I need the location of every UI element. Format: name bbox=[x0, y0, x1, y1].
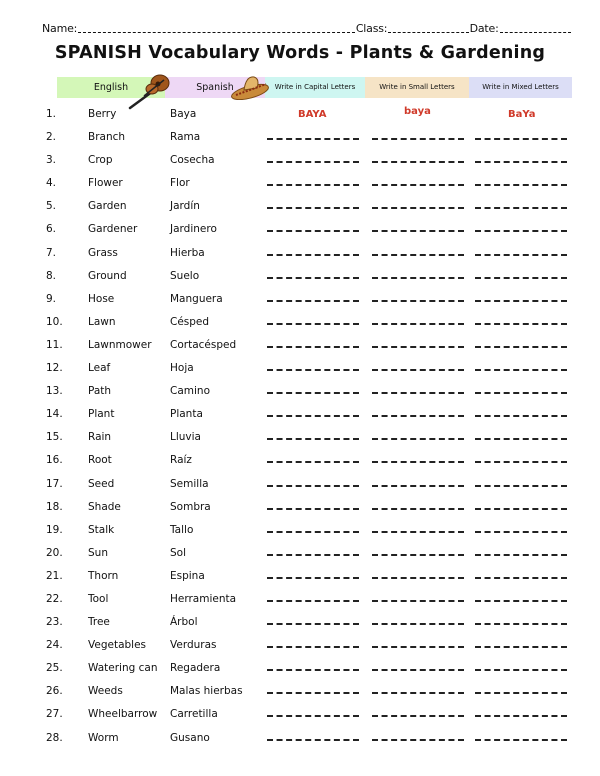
english-word: Rain bbox=[88, 431, 112, 444]
word-number: 10. bbox=[46, 315, 63, 328]
english-word: Leaf bbox=[88, 362, 111, 375]
spanish-word: Cosecha bbox=[170, 154, 215, 167]
english-word: Ground bbox=[88, 269, 127, 282]
small-answer-blank[interactable] bbox=[372, 623, 464, 625]
english-word: Tool bbox=[88, 592, 109, 605]
word-number: 15. bbox=[46, 431, 63, 444]
english-word: Path bbox=[88, 385, 112, 398]
word-row bbox=[0, 290, 600, 313]
spanish-word: Malas hierbas bbox=[170, 685, 243, 698]
word-row bbox=[0, 521, 600, 544]
small-answer-blank[interactable] bbox=[372, 438, 464, 440]
spanish-word: Carretilla bbox=[170, 708, 218, 721]
word-number: 22. bbox=[46, 592, 63, 605]
capital-answer-blank[interactable] bbox=[267, 415, 359, 417]
english-word: Crop bbox=[88, 154, 113, 167]
word-row bbox=[0, 151, 600, 174]
english-word: Worm bbox=[88, 731, 119, 744]
mixed-answer-blank[interactable] bbox=[475, 600, 567, 602]
word-row bbox=[0, 567, 600, 590]
spanish-word: Baya bbox=[170, 108, 197, 120]
mixed-answer-blank[interactable] bbox=[475, 646, 567, 648]
date-label: Date: bbox=[469, 22, 499, 35]
capital-answer-blank[interactable] bbox=[267, 739, 359, 741]
english-word: Flower bbox=[88, 177, 123, 190]
capital-answer-blank[interactable] bbox=[267, 207, 359, 209]
english-word: Thorn bbox=[88, 569, 119, 582]
word-row bbox=[0, 128, 600, 151]
mixed-answer-blank[interactable] bbox=[475, 438, 567, 440]
small-answer-blank[interactable] bbox=[372, 415, 464, 417]
word-number: 6. bbox=[46, 223, 57, 236]
capital-answer-blank[interactable] bbox=[267, 577, 359, 579]
small-answer-blank[interactable] bbox=[372, 577, 464, 579]
spanish-word: Manguera bbox=[170, 292, 223, 305]
capital-answer-blank[interactable] bbox=[267, 508, 359, 510]
spanish-word: Tallo bbox=[170, 523, 194, 536]
page-title: SPANISH Vocabulary Words - Plants & Gardening bbox=[54, 43, 546, 63]
word-row bbox=[0, 590, 600, 613]
word-row bbox=[0, 405, 600, 428]
word-number: 12. bbox=[46, 362, 63, 375]
capital-answer-blank[interactable] bbox=[267, 346, 359, 348]
word-number: 2. bbox=[46, 131, 57, 144]
header-english: English bbox=[57, 77, 165, 98]
english-word: Lawn bbox=[88, 315, 116, 328]
small-answer-blank[interactable] bbox=[372, 531, 464, 533]
spanish-word: Jardinero bbox=[170, 223, 217, 236]
word-number: 28. bbox=[46, 731, 63, 744]
small-answer-blank[interactable] bbox=[372, 138, 464, 140]
word-row bbox=[0, 659, 600, 682]
small-answer-blank[interactable] bbox=[372, 207, 464, 209]
word-row bbox=[0, 428, 600, 451]
small-answer-blank[interactable] bbox=[372, 600, 464, 602]
english-word: Watering can bbox=[88, 662, 158, 675]
english-word: Grass bbox=[88, 246, 118, 259]
spanish-word: Césped bbox=[170, 315, 210, 328]
small-answer-blank[interactable] bbox=[372, 461, 464, 463]
small-answer-blank[interactable] bbox=[372, 323, 464, 325]
english-word: Root bbox=[88, 454, 112, 467]
date-field[interactable] bbox=[500, 22, 571, 33]
mixed-answer-blank[interactable] bbox=[475, 300, 567, 302]
class-field[interactable] bbox=[388, 22, 468, 33]
small-answer-blank[interactable] bbox=[372, 392, 464, 394]
capital-answer-blank[interactable] bbox=[267, 323, 359, 325]
spanish-word: Sol bbox=[170, 546, 187, 559]
example-capital: BAYA bbox=[298, 109, 327, 120]
word-row bbox=[0, 336, 600, 359]
word-row bbox=[0, 475, 600, 498]
capital-answer-blank[interactable] bbox=[267, 254, 359, 256]
capital-answer-blank[interactable] bbox=[267, 531, 359, 533]
capital-answer-blank[interactable] bbox=[267, 669, 359, 671]
capital-answer-blank[interactable] bbox=[267, 692, 359, 694]
english-word: Lawnmower bbox=[88, 338, 152, 351]
mixed-answer-blank[interactable] bbox=[475, 184, 567, 186]
spanish-word: Camino bbox=[170, 385, 210, 398]
mixed-answer-blank[interactable] bbox=[475, 739, 567, 741]
mixed-answer-blank[interactable] bbox=[475, 577, 567, 579]
spanish-word: Flor bbox=[170, 177, 190, 190]
example-small: baya bbox=[404, 106, 431, 117]
word-row bbox=[0, 359, 600, 382]
word-row bbox=[0, 729, 600, 752]
mixed-answer-blank[interactable] bbox=[475, 138, 567, 140]
word-number: 8. bbox=[46, 269, 57, 282]
small-answer-blank[interactable] bbox=[372, 369, 464, 371]
word-row bbox=[0, 174, 600, 197]
spanish-word: Raíz bbox=[170, 454, 192, 467]
word-number: 16. bbox=[46, 454, 63, 467]
small-answer-blank[interactable] bbox=[372, 554, 464, 556]
mixed-answer-blank[interactable] bbox=[475, 254, 567, 256]
english-word: Gardener bbox=[88, 223, 138, 236]
mixed-answer-blank[interactable] bbox=[475, 623, 567, 625]
mixed-answer-blank[interactable] bbox=[475, 531, 567, 533]
mixed-answer-blank[interactable] bbox=[475, 207, 567, 209]
spanish-word: Espina bbox=[170, 569, 205, 582]
capital-answer-blank[interactable] bbox=[267, 623, 359, 625]
english-word: Wheelbarrow bbox=[88, 708, 158, 721]
spanish-word: Gusano bbox=[170, 731, 210, 744]
word-number: 27. bbox=[46, 708, 63, 721]
capital-answer-blank[interactable] bbox=[267, 715, 359, 717]
word-number: 18. bbox=[46, 500, 63, 513]
mixed-answer-blank[interactable] bbox=[475, 230, 567, 232]
spanish-word: Suelo bbox=[170, 269, 200, 282]
word-row bbox=[0, 705, 600, 728]
mixed-answer-blank[interactable] bbox=[475, 669, 567, 671]
small-answer-blank[interactable] bbox=[372, 184, 464, 186]
word-number: 9. bbox=[46, 292, 57, 305]
mixed-answer-blank[interactable] bbox=[475, 461, 567, 463]
english-word: Weeds bbox=[88, 685, 123, 698]
capital-answer-blank[interactable] bbox=[267, 461, 359, 463]
word-row bbox=[0, 498, 600, 521]
small-answer-blank[interactable] bbox=[372, 254, 464, 256]
english-word: Garden bbox=[88, 200, 127, 213]
small-answer-blank[interactable] bbox=[372, 715, 464, 717]
capital-answer-blank[interactable] bbox=[267, 138, 359, 140]
capital-answer-blank[interactable] bbox=[267, 600, 359, 602]
capital-answer-blank[interactable] bbox=[267, 184, 359, 186]
capital-answer-blank[interactable] bbox=[267, 554, 359, 556]
word-number: 25. bbox=[46, 662, 63, 675]
word-number: 1. bbox=[46, 108, 57, 120]
word-number: 13. bbox=[46, 385, 63, 398]
mixed-answer-blank[interactable] bbox=[475, 277, 567, 279]
word-row bbox=[0, 451, 600, 474]
name-field[interactable] bbox=[78, 22, 355, 33]
spanish-word: Herramienta bbox=[170, 592, 237, 605]
mixed-answer-blank[interactable] bbox=[475, 323, 567, 325]
small-answer-blank[interactable] bbox=[372, 485, 464, 487]
capital-answer-blank[interactable] bbox=[267, 485, 359, 487]
mixed-answer-blank[interactable] bbox=[475, 369, 567, 371]
small-answer-blank[interactable] bbox=[372, 508, 464, 510]
sombrero-icon bbox=[230, 72, 270, 100]
spanish-word: Hoja bbox=[170, 362, 194, 375]
word-number: 14. bbox=[46, 408, 63, 421]
word-number: 11. bbox=[46, 338, 63, 351]
small-answer-blank[interactable] bbox=[372, 669, 464, 671]
word-number: 17. bbox=[46, 477, 63, 490]
english-word: Sun bbox=[88, 546, 108, 559]
word-row bbox=[0, 220, 600, 243]
word-row bbox=[0, 544, 600, 567]
spanish-word: Árbol bbox=[170, 616, 198, 629]
english-word: Hose bbox=[88, 292, 115, 305]
spanish-word: Rama bbox=[170, 131, 201, 144]
spanish-word: Cortacésped bbox=[170, 338, 237, 351]
header-spanish: Spanish bbox=[165, 77, 265, 98]
header-mixed: Write in Mixed Letters bbox=[469, 77, 572, 98]
english-word: Branch bbox=[88, 131, 126, 144]
capital-answer-blank[interactable] bbox=[267, 161, 359, 163]
word-row bbox=[0, 382, 600, 405]
spanish-word: Regadera bbox=[170, 662, 221, 675]
small-answer-blank[interactable] bbox=[372, 230, 464, 232]
capital-answer-blank[interactable] bbox=[267, 300, 359, 302]
small-answer-blank[interactable] bbox=[372, 346, 464, 348]
english-word: Seed bbox=[88, 477, 115, 490]
word-row bbox=[0, 613, 600, 636]
word-row bbox=[0, 636, 600, 659]
english-word: Vegetables bbox=[88, 639, 147, 652]
capital-answer-blank[interactable] bbox=[267, 392, 359, 394]
mixed-answer-blank[interactable] bbox=[475, 346, 567, 348]
word-number: 7. bbox=[46, 246, 57, 259]
capital-answer-blank[interactable] bbox=[267, 277, 359, 279]
spanish-word: Hierba bbox=[170, 246, 205, 259]
english-word: Tree bbox=[88, 616, 110, 629]
small-answer-blank[interactable] bbox=[372, 277, 464, 279]
mixed-answer-blank[interactable] bbox=[475, 392, 567, 394]
small-answer-blank[interactable] bbox=[372, 161, 464, 163]
small-answer-blank[interactable] bbox=[372, 692, 464, 694]
capital-answer-blank[interactable] bbox=[267, 369, 359, 371]
word-row bbox=[0, 313, 600, 336]
english-word: Berry bbox=[88, 108, 117, 120]
mixed-answer-blank[interactable] bbox=[475, 508, 567, 510]
word-number: 23. bbox=[46, 616, 63, 629]
spanish-word: Verduras bbox=[170, 639, 217, 652]
header-capital: Write in Capital Letters bbox=[265, 77, 365, 98]
spanish-word: Sombra bbox=[170, 500, 211, 513]
example-mixed: BaYa bbox=[508, 109, 536, 120]
small-answer-blank[interactable] bbox=[372, 646, 464, 648]
word-row bbox=[0, 682, 600, 705]
mixed-answer-blank[interactable] bbox=[475, 485, 567, 487]
capital-answer-blank[interactable] bbox=[267, 230, 359, 232]
mixed-answer-blank[interactable] bbox=[475, 161, 567, 163]
word-number: 3. bbox=[46, 154, 57, 167]
word-row bbox=[0, 197, 600, 220]
word-number: 19. bbox=[46, 523, 63, 536]
word-number: 20. bbox=[46, 546, 63, 559]
english-word: Stalk bbox=[88, 523, 115, 536]
mixed-answer-blank[interactable] bbox=[475, 554, 567, 556]
english-word: Plant bbox=[88, 408, 115, 421]
spanish-word: Jardín bbox=[170, 200, 200, 213]
small-answer-blank[interactable] bbox=[372, 739, 464, 741]
vocabulary-list bbox=[0, 105, 600, 752]
name-label: Name: bbox=[42, 22, 78, 35]
small-answer-blank[interactable] bbox=[372, 300, 464, 302]
class-label: Class: bbox=[355, 22, 388, 35]
word-row bbox=[0, 244, 600, 267]
capital-answer-blank[interactable] bbox=[267, 438, 359, 440]
word-number: 21. bbox=[46, 569, 63, 582]
mixed-answer-blank[interactable] bbox=[475, 715, 567, 717]
english-word: Shade bbox=[88, 500, 121, 513]
word-number: 26. bbox=[46, 685, 63, 698]
capital-answer-blank[interactable] bbox=[267, 646, 359, 648]
header-small: Write in Small Letters bbox=[365, 77, 469, 98]
word-number: 5. bbox=[46, 200, 57, 213]
word-number: 4. bbox=[46, 177, 57, 190]
word-row bbox=[0, 105, 600, 128]
mixed-answer-blank[interactable] bbox=[475, 415, 567, 417]
word-row bbox=[0, 267, 600, 290]
mixed-answer-blank[interactable] bbox=[475, 692, 567, 694]
student-info-line bbox=[42, 22, 572, 35]
spanish-word: Planta bbox=[170, 408, 203, 421]
spanish-word: Lluvia bbox=[170, 431, 201, 444]
word-number: 24. bbox=[46, 639, 63, 652]
spanish-word: Semilla bbox=[170, 477, 209, 490]
